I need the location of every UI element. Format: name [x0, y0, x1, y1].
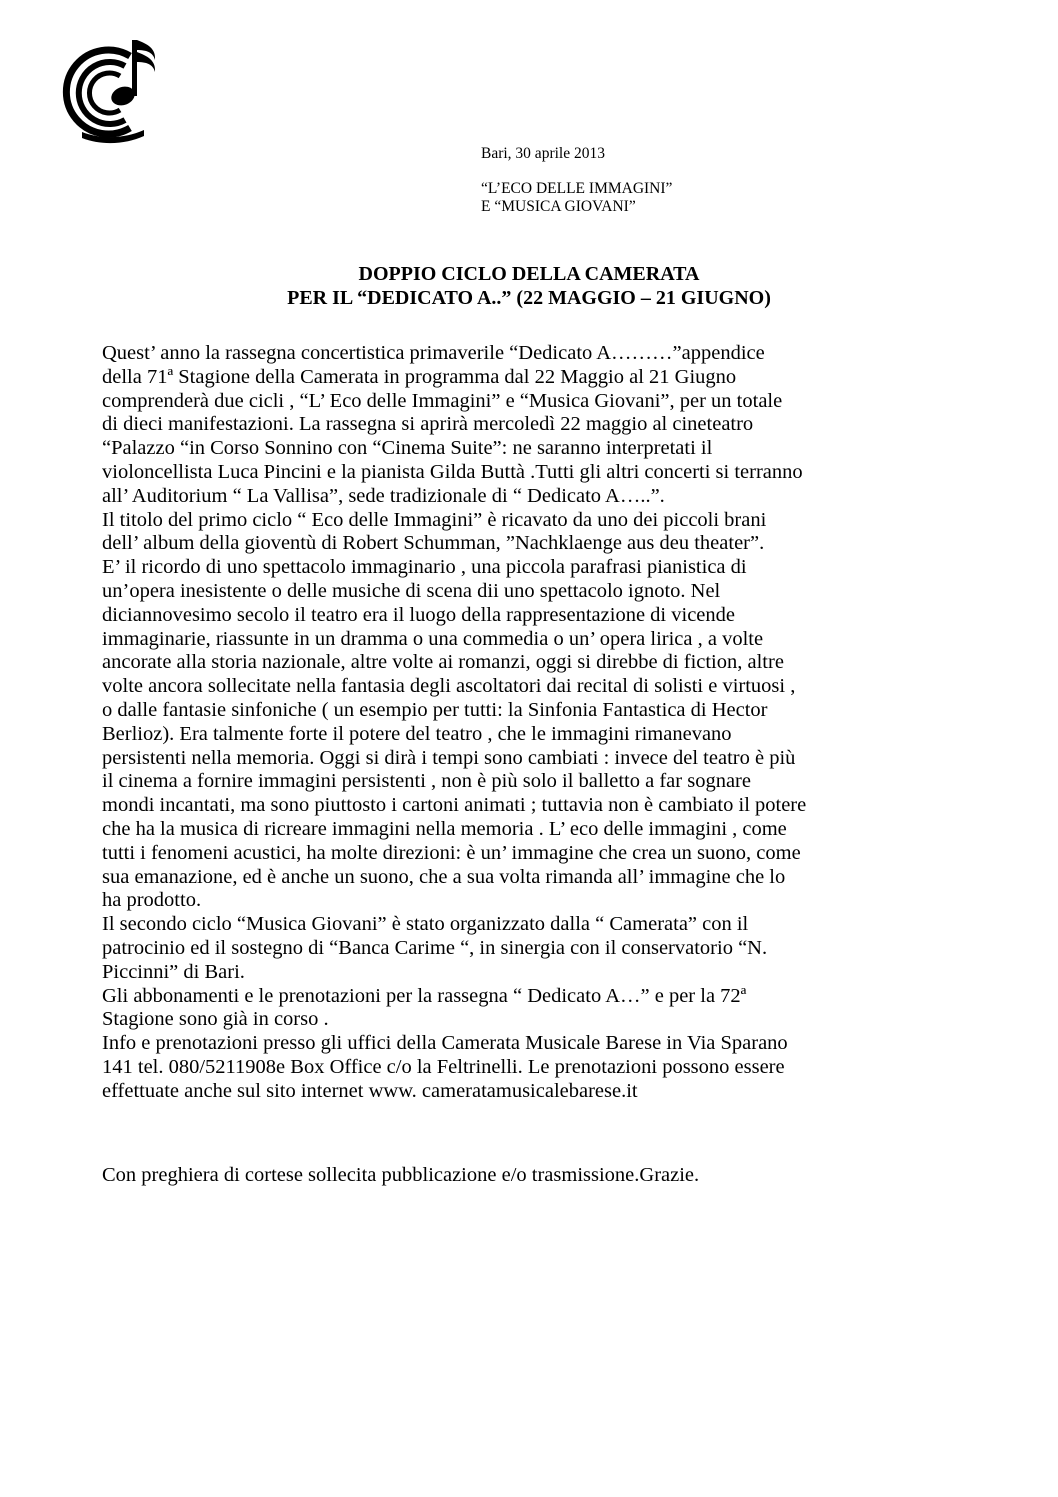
- body-line: E’ il ricordo di uno spettacolo immaginario , una piccola parafrasi pianistica di: [102, 556, 747, 579]
- header-block: [481, 145, 672, 216]
- body-line: immaginarie, riassunte in un dramma o una commedia o un’ opera lirica , a volte: [102, 627, 764, 650]
- body-line: ancorate alla storia nazionale, altre volte ai romanzi, oggi si direbbe di fiction, altre: [102, 651, 784, 674]
- body-line: diciannovesimo secolo il teatro era il luogo della rappresentazione di vicende: [102, 603, 735, 626]
- body-line: violoncellista Luca Pincini e la pianista Gilda Buttà .Tutti gli altri concerti si terranno: [102, 460, 803, 483]
- subtitle-line-1: “L’ECO DELLE IMMAGINI”: [481, 180, 673, 197]
- body-line: comprenderà due cicli , “L’ Eco delle Immagini” e “Musica Giovani”, per un totale: [102, 389, 783, 412]
- body-line: persistenti nella memoria. Oggi si dirà i tempi sono cambiati : invece del teatro è più: [102, 746, 796, 769]
- document-title: [100, 262, 958, 310]
- body-line: effettuate anche sul sito internet www. cameratamusicalebarese.it: [102, 1079, 638, 1102]
- body-line: dell’ album della gioventù di Robert Schumman, ”Nachklaenge aus deu theater”.: [102, 532, 765, 555]
- body-line: Info e prenotazioni presso gli uffici della Camerata Musicale Barese in Via Sparano: [102, 1032, 788, 1055]
- title-line-1: DOPPIO CICLO DELLA CAMERATA: [358, 263, 700, 285]
- title-line-2: PER IL “DEDICATO A..” (22 MAGGIO – 21 GIUGNO): [287, 287, 771, 309]
- body-line: Stagione sono già in corso .: [102, 1008, 329, 1031]
- body-line: Il secondo ciclo “Musica Giovani” è stato organizzato dalla “ Camerata” con il: [102, 913, 749, 936]
- body-line: Gli abbonamenti e le prenotazioni per la rassegna “ Dedicato A…” e per la 72ª: [102, 984, 747, 1007]
- body-line: 141 tel. 080/5211908e Box Office c/o la Feltrinelli. Le prenotazioni possono essere: [102, 1055, 785, 1078]
- body-line: un’opera inesistente o delle musiche di scena dii uno spettacolo ignoto. Nel: [102, 579, 721, 602]
- body-line: mondi incantati, ma sono piuttosto i cartoni animati ; tuttavia non è cambiato il potere: [102, 794, 807, 817]
- body-text: [102, 342, 964, 1104]
- body-line: “Palazzo “in Corso Sonnino con “Cinema Suite”: ne saranno interpretati il: [102, 437, 713, 460]
- body-line: all’ Auditorium “ La Vallisa”, sede tradizionale di “ Dedicato A…..”.: [102, 484, 665, 507]
- letter-date: Bari, 30 aprile 2013: [481, 145, 605, 162]
- camerata-logo-icon: [52, 30, 162, 148]
- body-line: Quest’ anno la rassegna concertistica primaverile “Dedicato A………”appendice: [102, 342, 765, 364]
- body-line: o dalle fantasie sinfoniche ( un esempio per tutti: la Sinfonia Fantastica di Hector: [102, 698, 768, 721]
- subtitle-line-2: E “MUSICA GIOVANI”: [481, 198, 636, 215]
- body-line: ha prodotto.: [102, 889, 202, 912]
- body-line: il cinema a fornire immagini persistenti , non è più solo il balletto a far sognare: [102, 770, 751, 793]
- body-line: Piccinni” di Bari.: [102, 960, 245, 983]
- body-line: che ha la musica di ricreare immagini nella memoria . L’ eco delle immagini , come: [102, 817, 787, 840]
- body-line: di dieci manifestazioni. La rassegna si aprirà mercoledì 22 maggio al cineteatro: [102, 413, 754, 436]
- body-line: volte ancora sollecitate nella fantasia degli ascoltatori dai recital di solisti e virtuosi ,: [102, 675, 796, 698]
- body-line: patrocinio ed il sostegno di “Banca Carime “, in sinergia con il conservatorio “N.: [102, 936, 768, 959]
- body-line: Il titolo del primo ciclo “ Eco delle Immagini” è ricavato da uno dei piccoli brani: [102, 508, 767, 531]
- body-line: della 71ª Stagione della Camerata in programma dal 22 Maggio al 21 Giugno: [102, 365, 737, 388]
- body-line: sua emanazione, ed è anche un suono, che a sua volta rimanda all’ immagine che lo: [102, 865, 786, 888]
- closing-line: Con preghiera di cortese sollecita pubblicazione e/o trasmissione.Grazie.: [102, 1164, 700, 1186]
- body-line: Berlioz). Era talmente forte il potere del teatro , che le immagini rimanevano: [102, 722, 732, 745]
- body-line: tutti i fenomeni acustici, ha molte direzioni: è un’ immagine che crea un suono, come: [102, 841, 801, 864]
